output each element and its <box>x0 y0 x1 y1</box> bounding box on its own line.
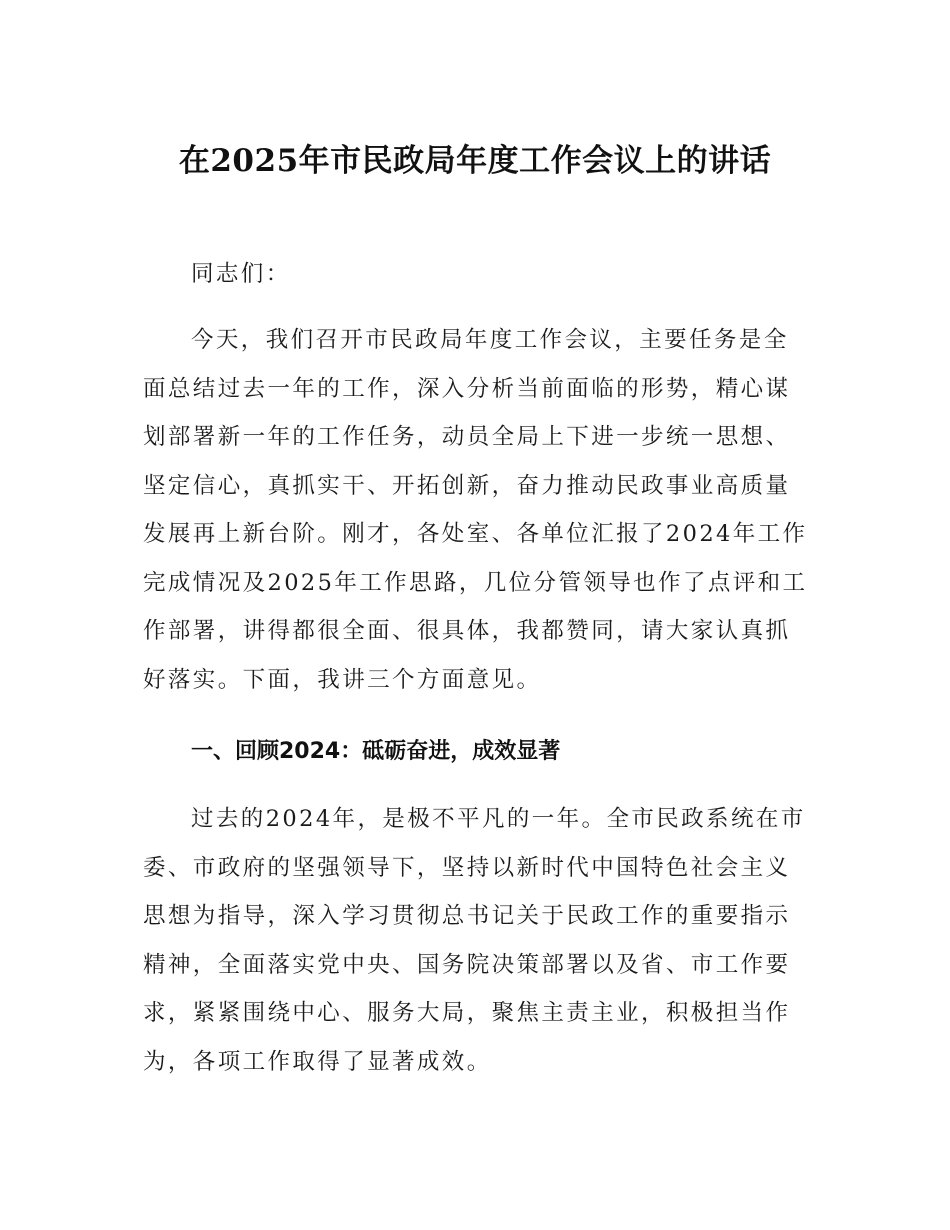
document-title: 在2025年市民政局年度工作会议上的讲话 <box>178 142 772 179</box>
section-heading: 一、回顾2024：砥砺奋进，成效显著 <box>191 739 561 764</box>
review-paragraph: 过去的2024年，是极不平凡的一年。全市民政系统在市委、市政府的坚强领导下，坚持以新时代中国特色社会主义思想为指导，深入学习贯彻总书记关于民政工作的重要指示精神，全面落实党中央、国务院决策部署以及省、市工作要求，紧紧围绕中心、服务大局，聚焦主责主业，积极担当作为，各项工作取得了显著成效。 <box>143 806 806 1075</box>
salutation: 同志们： <box>191 261 291 287</box>
intro-paragraph: 今天，我们召开市民政局年度工作会议，主要任务是全面总结过去一年的工作，深入分析当前面临的形势，精心谋划部署新一年的工作任务，动员全局上下进一步统一思想、坚定信心，真抓实干、开拓创新，奋力推动民政事业高质量发展再上新台阶。刚才，各处室、各单位汇报了2024年工作完成情况及2025年工作思路，几位分管领导也作了点评和工作部署，讲得都很全面、很具体，我都赞同，请大家认真抓好落实。下面，我讲三个方面意见。 <box>143 327 808 693</box>
